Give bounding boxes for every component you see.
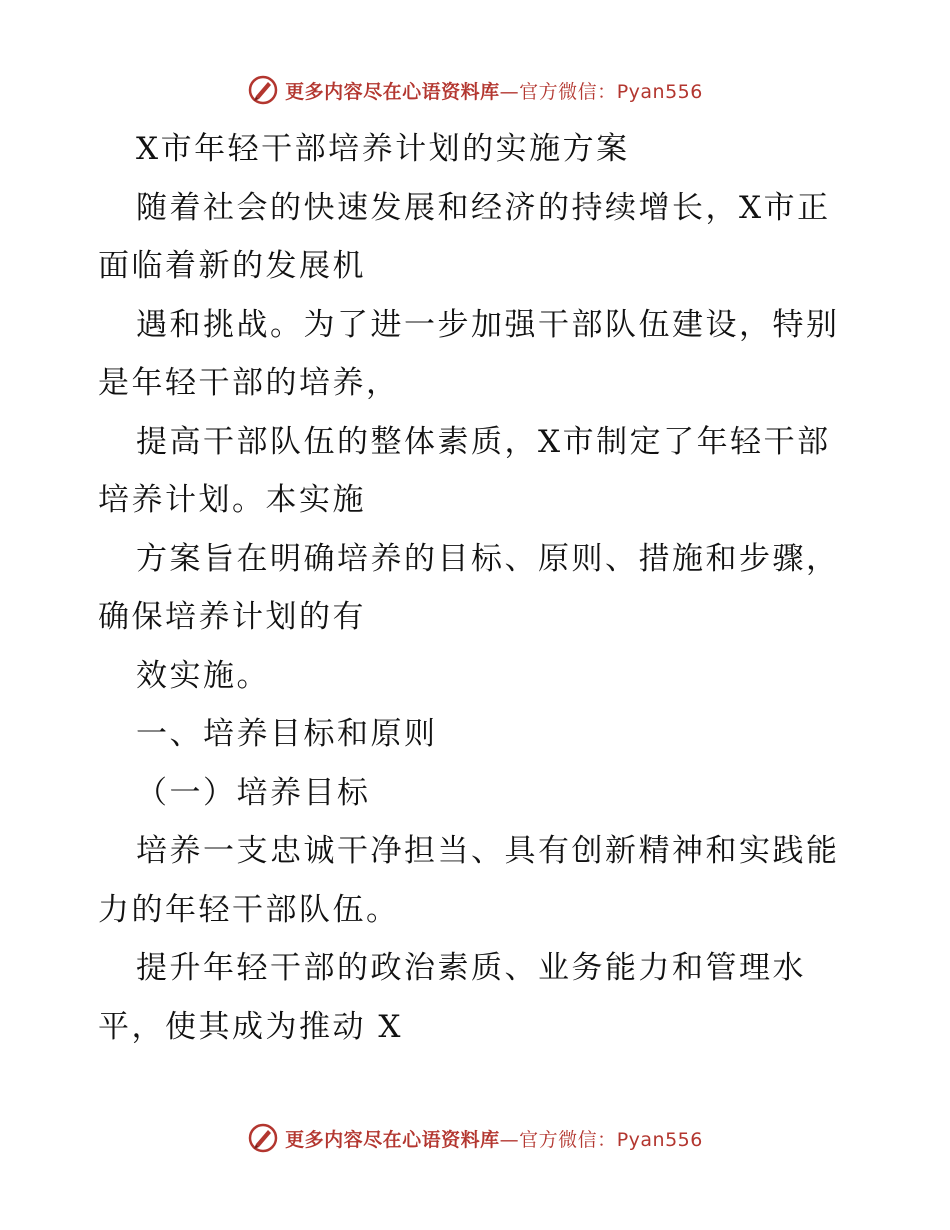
watermark-text [285, 77, 703, 104]
paragraph-line: 平，使其成为推动 X [98, 1008, 403, 1045]
paragraph-line: 培养一支忠诚干净担当、具有创新精神和实践能 [136, 833, 840, 869]
watermark-dash: — [499, 80, 520, 103]
paragraph-line: 遇和挑战。为了进一步加强干部队伍建设，特别 [136, 306, 840, 343]
header-watermark [0, 70, 950, 110]
subsection-heading: （一）培养目标 [136, 774, 371, 811]
paragraph-line: 培养计划。本实施 [98, 482, 366, 518]
watermark-main-text: 更多内容尽在心语资料库 [285, 80, 500, 103]
watermark-text [285, 1125, 703, 1152]
paragraph-line: 是年轻干部的培养， [98, 365, 400, 401]
watermark-dash: — [499, 1128, 520, 1151]
watermark-suffix: 官方微信： [519, 1128, 617, 1151]
watermark-main-text: 更多内容尽在心语资料库 [285, 1128, 500, 1151]
watermark-suffix: 官方微信： [519, 80, 617, 103]
footer-watermark [0, 1118, 950, 1158]
paragraph-line: 提高干部队伍的整体素质，X市制定了年轻干部 [136, 423, 831, 460]
paragraph-line: 确保培养计划的有 [98, 599, 366, 635]
paragraph-line: 效实施。 [136, 657, 270, 694]
pen-logo-icon [247, 74, 279, 106]
paragraph-line: 力的年轻干部队伍。 [98, 891, 400, 928]
pen-logo-icon [247, 1122, 279, 1154]
paragraph-line: 随着社会的快速发展和经济的持续增长，X市正 [136, 189, 831, 226]
paragraph-line: 面临着新的发展机 [98, 248, 366, 284]
watermark-wechat-id: Pyan556 [616, 1128, 703, 1151]
watermark-wechat-id: Pyan556 [616, 80, 703, 103]
paragraph-line: 提升年轻干部的政治素质、业务能力和管理水 [136, 950, 806, 986]
section-heading: 一、培养目标和原则 [136, 716, 438, 752]
document-title: X市年轻干部培养计划的实施方案 [136, 131, 630, 167]
paragraph-line: 方案旨在明确培养的目标、原则、措施和步骤， [136, 540, 840, 577]
document-body [98, 120, 858, 1056]
